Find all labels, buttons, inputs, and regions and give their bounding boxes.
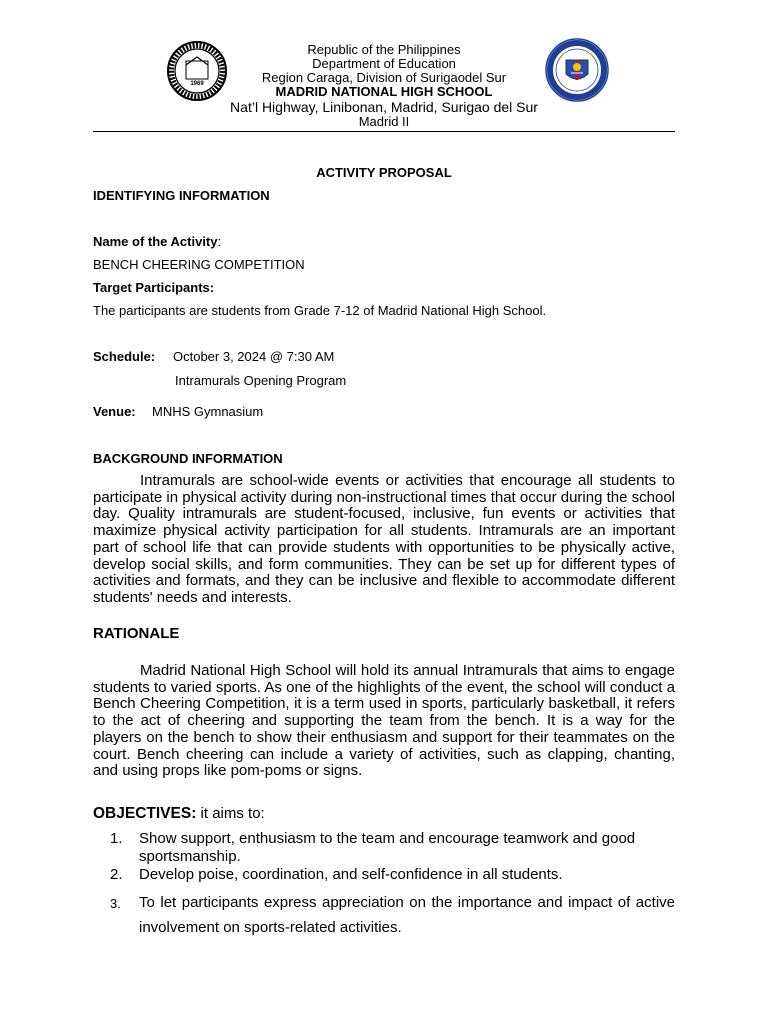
header-address: Nat’l Highway, Linibonan, Madrid, Surigao del Sur: [230, 99, 538, 115]
activity-name-label-row: [93, 234, 221, 249]
target-participants-value: The participants are students from Grade 7-12 of Madrid National High School.: [93, 303, 547, 318]
header-department: Department of Education: [312, 56, 456, 71]
document-title: ACTIVITY PROPOSAL: [316, 165, 452, 180]
objective-text: Develop poise, coordination, and self-confidence in all students.: [139, 866, 563, 883]
objective-number: 2.: [110, 866, 123, 883]
objectives-heading-row: [93, 805, 265, 823]
target-participants-label: Target Participants:: [93, 280, 215, 295]
objective-number: 1.: [110, 830, 123, 847]
header-republic: Republic of the Philippines: [307, 42, 461, 57]
rationale-heading: RATIONALE: [93, 625, 180, 642]
activity-name-value: BENCH CHEERING COMPETITION: [93, 257, 305, 272]
svg-text:1969: 1969: [190, 81, 204, 87]
header-region: Region Caraga, Division of Surigaodel Sur: [261, 70, 507, 85]
objective-text: Show support, enthusiasm to the team and encourage teamwork and good sportsmanship.: [139, 830, 636, 865]
background-heading: BACKGROUND INFORMATION: [93, 451, 283, 466]
objectives-heading: OBJECTIVES:: [93, 805, 197, 822]
objectives-intro: it aims to:: [200, 805, 265, 822]
header-divider: [93, 131, 675, 132]
rationale-paragraph: Madrid National High School will hold its annual Intramurals that aims to engage students to varied sports. As one of the highlights of the event, the school will conduct a Bench Cheering Competition, it is a term used in sports, particularly basketball, it refers to the act of cheering and supporting the team from the bench. It is a way for the players on the bench to show their enthusiasm and support for their teammates on the court. Bench cheering can include a variety of activities, such as clapping, chanting, and using props like pom-poms or signs.: [93, 662, 675, 780]
objective-number: 3.: [110, 896, 121, 911]
identifying-heading: IDENTIFYING INFORMATION: [93, 188, 270, 203]
schedule-value: October 3, 2024 @ 7:30 AM: [173, 349, 335, 364]
header-district: Madrid II: [358, 114, 410, 129]
header-school-name: MADRID NATIONAL HIGH SCHOOL: [275, 84, 493, 99]
schedule-label: Schedule:: [93, 349, 156, 364]
schedule-value-program: Intramurals Opening Program: [175, 373, 347, 388]
background-paragraph: Intramurals are school-wide events or activities that encourage all students to participate in physical activity during non-instructional times that occur during the school day. Quality intramurals are student-focused, inclusive, fun events or activities that maximize physical activity participation for all students. Intramurals are an important part of school life that can provide students with opportunities to be physically active, develop social skills, and form communities. They can be set up for different types of activities and formats, and they can be inclusive and flexible to accommodate different students' needs and interests.: [93, 472, 675, 606]
venue-label: Venue:: [93, 404, 136, 419]
activity-name-label: Name of the Activity: [93, 234, 218, 249]
activity-name-colon: :: [217, 234, 222, 249]
objective-text: To let participants express appreciation on the importance and impact of active involvement on sports-related activities.: [139, 894, 675, 936]
venue-value: MNHS Gymnasium: [152, 404, 264, 419]
